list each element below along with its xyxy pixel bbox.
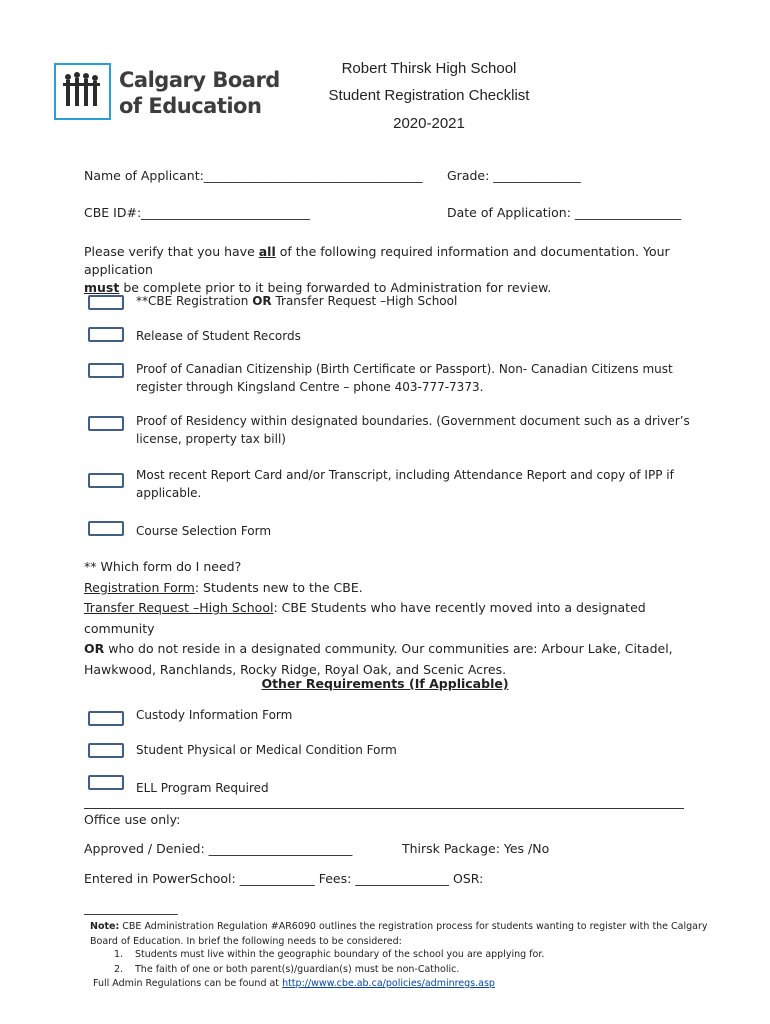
communities-text: who do not reside in a designated community. Our communities are: Arbour Lake, Citadel,	[104, 641, 673, 656]
note-text-1: CBE Administration Regulation #AR6090 outlines the registration process for students wanting to register with the Calgary	[119, 921, 708, 932]
checklist-item-citizenship: Proof of Canadian Citizenship (Birth Certificate or Passport). Non- Canadian Citizens must register through Kingsland Centre – phone 403-777-7373.	[136, 362, 673, 394]
checkbox-custody[interactable]	[88, 711, 124, 726]
other-item-ell: ELL Program Required	[136, 781, 269, 795]
intro-paragraph	[84, 243, 704, 297]
intro-all: all	[258, 244, 276, 259]
intro-text-3: be complete prior to it being forwarded to Administration for review.	[119, 280, 552, 295]
note-number-2: 2.	[114, 964, 124, 975]
checkbox-ell[interactable]	[88, 775, 124, 790]
note-number-1: 1.	[114, 949, 124, 960]
transfer-request-label: Transfer Request –High School	[84, 600, 274, 615]
school-name: Robert Thirsk High School	[341, 60, 517, 77]
intro-text-2: of the following required information and documentation. Your application	[84, 244, 670, 277]
checkbox-report-card[interactable]	[88, 473, 124, 488]
which-form-section	[84, 557, 704, 680]
checklist-item-student-records: Release of Student Records	[136, 329, 301, 343]
school-year: 2020-2021	[393, 115, 465, 132]
checkbox-citizenship[interactable]	[88, 363, 124, 378]
cbe-logo-icon	[54, 63, 111, 120]
grade-field[interactable]: Grade: ______________	[447, 168, 581, 183]
which-form-question: ** Which form do I need?	[84, 559, 242, 574]
application-date-field[interactable]: Date of Application: _________________	[447, 205, 682, 220]
registration-form-label: Registration Form	[84, 579, 195, 595]
intro-must: must	[84, 280, 120, 295]
transfer-request-text: : CBE Students who have recently moved into a designated community	[84, 600, 646, 636]
approved-denied-field[interactable]: Approved / Denied: _______________________	[84, 841, 353, 856]
item-text-2: Transfer Request –High School	[271, 294, 458, 308]
checkbox-registration[interactable]	[88, 295, 124, 310]
intro-text: Please verify that you have	[84, 244, 259, 259]
regulations-link[interactable]: http://www.cbe.ab.ca/policies/adminregs.asp	[282, 978, 495, 989]
note-point-1: Students must live within the geographic boundary of the school you are applying for.	[135, 949, 545, 960]
checkbox-medical[interactable]	[88, 743, 124, 758]
regulations-text: Full Admin Regulations can be found at	[93, 978, 283, 989]
item-or: OR	[252, 294, 272, 308]
which-form-or: OR	[84, 641, 105, 656]
other-requirements-heading: Other Requirements (If Applicable)	[261, 676, 509, 691]
note-section	[90, 920, 730, 949]
thirsk-package-field[interactable]: Thirsk Package: Yes /No	[402, 841, 550, 856]
checkbox-course-selection[interactable]	[88, 521, 124, 536]
checkbox-student-records[interactable]	[88, 327, 124, 342]
other-item-medical: Student Physical or Medical Condition Form	[136, 743, 397, 757]
note-label: Note:	[90, 921, 120, 932]
communities-list: Hawkwood, Ranchlands, Rocky Ridge, Royal Oak, and Scenic Acres.	[84, 661, 507, 677]
checkbox-residency[interactable]	[88, 416, 124, 431]
logo-line1: Calgary Board	[119, 68, 280, 92]
applicant-name-field[interactable]: Name of Applicant:___________________________________	[84, 168, 423, 183]
other-item-custody: Custody Information Form	[136, 708, 293, 722]
checklist-item-course-selection: Course Selection Form	[136, 524, 272, 538]
office-divider	[84, 808, 684, 809]
checklist-item-residency: Proof of Residency within designated boundaries. (Government document such as a driver’s license, property tax bill)	[136, 414, 690, 446]
logo-line2: of Education	[119, 94, 262, 118]
registration-form-text: : Students new to the CBE.	[194, 579, 363, 595]
note-point-2: The faith of one or both parent(s)/guardian(s) must be non-Catholic.	[135, 964, 460, 975]
page-title: Student Registration Checklist	[328, 87, 530, 104]
powerschool-fees-osr-field[interactable]: Entered in PowerSchool: ____________ Fees: _______________ OSR:	[84, 871, 484, 886]
note-text-2: Board of Education. In brief the following needs to be considered:	[90, 935, 402, 947]
cbe-id-field[interactable]: CBE ID#:___________________________	[84, 205, 310, 220]
regulations-line	[93, 978, 495, 989]
checklist-item-registration	[136, 293, 696, 311]
checklist-item-report-card: Most recent Report Card and/or Transcript, including Attendance Report and copy of IPP if applicable.	[136, 468, 674, 500]
office-use-label: Office use only:	[84, 812, 181, 827]
osr-blank[interactable]: _______________	[84, 900, 178, 915]
item-text: **CBE Registration	[136, 294, 253, 308]
